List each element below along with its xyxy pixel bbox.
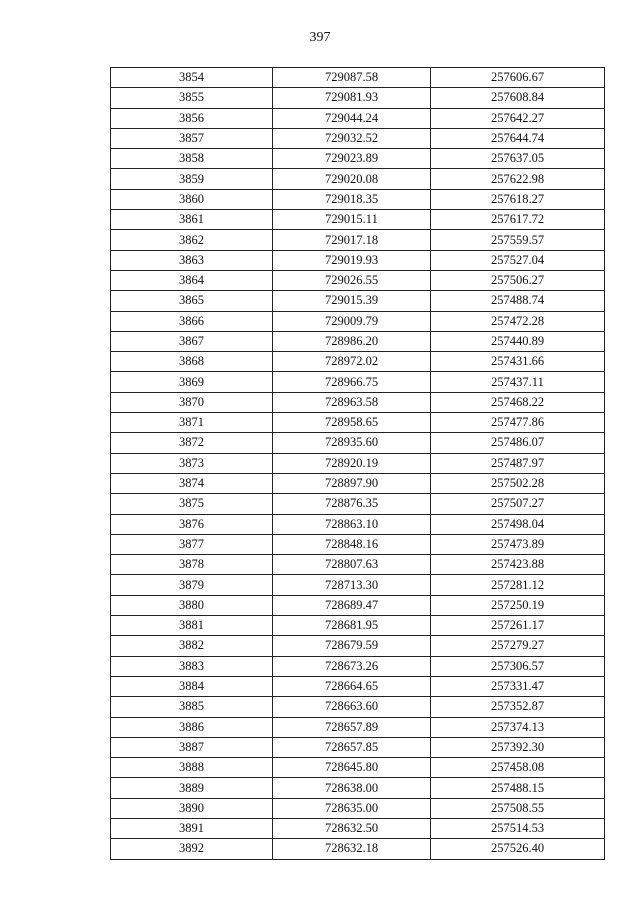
table-row	[111, 392, 605, 412]
x-coordinate-cell: 729081.93	[273, 88, 431, 108]
y-coordinate-cell: 257281.12	[431, 575, 605, 595]
table-row	[111, 270, 605, 290]
point-number-cell: 3866	[111, 311, 273, 331]
x-coordinate-cell: 728935.60	[273, 433, 431, 453]
y-coordinate-cell: 257637.05	[431, 149, 605, 169]
table-row	[111, 494, 605, 514]
table-row	[111, 210, 605, 230]
table-row	[111, 453, 605, 473]
point-number-cell: 3865	[111, 291, 273, 311]
table-row	[111, 473, 605, 493]
x-coordinate-cell: 728632.50	[273, 818, 431, 838]
table-row	[111, 555, 605, 575]
point-number-cell: 3873	[111, 453, 273, 473]
table-row	[111, 128, 605, 148]
x-coordinate-cell: 728807.63	[273, 555, 431, 575]
table-row	[111, 839, 605, 859]
x-coordinate-cell: 728876.35	[273, 494, 431, 514]
point-number-cell: 3854	[111, 68, 273, 88]
x-coordinate-cell: 728635.00	[273, 798, 431, 818]
point-number-cell: 3877	[111, 534, 273, 554]
point-number-cell: 3880	[111, 595, 273, 615]
x-coordinate-cell: 728863.10	[273, 514, 431, 534]
x-coordinate-cell: 728897.90	[273, 473, 431, 493]
point-number-cell: 3891	[111, 818, 273, 838]
table-row	[111, 514, 605, 534]
x-coordinate-cell: 729026.55	[273, 270, 431, 290]
page-number: 397	[309, 30, 331, 45]
x-coordinate-cell: 728958.65	[273, 413, 431, 433]
x-coordinate-cell: 729009.79	[273, 311, 431, 331]
x-coordinate-cell: 728848.16	[273, 534, 431, 554]
y-coordinate-cell: 257644.74	[431, 128, 605, 148]
table-row	[111, 250, 605, 270]
y-coordinate-cell: 257374.13	[431, 717, 605, 737]
table-row	[111, 413, 605, 433]
table-row	[111, 575, 605, 595]
point-number-cell: 3888	[111, 758, 273, 778]
table-row	[111, 534, 605, 554]
table-row	[111, 697, 605, 717]
y-coordinate-cell: 257617.72	[431, 210, 605, 230]
y-coordinate-cell: 257392.30	[431, 737, 605, 757]
x-coordinate-cell: 728663.60	[273, 697, 431, 717]
x-coordinate-cell: 729032.52	[273, 128, 431, 148]
x-coordinate-cell: 729017.18	[273, 230, 431, 250]
y-coordinate-cell: 257526.40	[431, 839, 605, 859]
table-row	[111, 108, 605, 128]
y-coordinate-cell: 257306.57	[431, 656, 605, 676]
table-row	[111, 149, 605, 169]
point-number-cell: 3871	[111, 413, 273, 433]
x-coordinate-cell: 729087.58	[273, 68, 431, 88]
x-coordinate-cell: 728679.59	[273, 636, 431, 656]
point-number-cell: 3878	[111, 555, 273, 575]
y-coordinate-cell: 257507.27	[431, 494, 605, 514]
point-number-cell: 3887	[111, 737, 273, 757]
point-number-cell: 3861	[111, 210, 273, 230]
table-row	[111, 595, 605, 615]
point-number-cell: 3860	[111, 189, 273, 209]
table-row	[111, 798, 605, 818]
table-row	[111, 656, 605, 676]
x-coordinate-cell: 729019.93	[273, 250, 431, 270]
x-coordinate-cell: 728681.95	[273, 616, 431, 636]
x-coordinate-cell: 728689.47	[273, 595, 431, 615]
point-number-cell: 3876	[111, 514, 273, 534]
y-coordinate-cell: 257331.47	[431, 676, 605, 696]
point-number-cell: 3886	[111, 717, 273, 737]
x-coordinate-cell: 728632.18	[273, 839, 431, 859]
point-number-cell: 3864	[111, 270, 273, 290]
y-coordinate-cell: 257458.08	[431, 758, 605, 778]
point-number-cell: 3862	[111, 230, 273, 250]
x-coordinate-cell: 728673.26	[273, 656, 431, 676]
y-coordinate-cell: 257488.15	[431, 778, 605, 798]
table-row	[111, 230, 605, 250]
y-coordinate-cell: 257261.17	[431, 616, 605, 636]
point-number-cell: 3885	[111, 697, 273, 717]
point-number-cell: 3882	[111, 636, 273, 656]
point-number-cell: 3856	[111, 108, 273, 128]
x-coordinate-cell: 728920.19	[273, 453, 431, 473]
y-coordinate-cell: 257642.27	[431, 108, 605, 128]
table-row	[111, 616, 605, 636]
y-coordinate-cell: 257468.22	[431, 392, 605, 412]
point-number-cell: 3881	[111, 616, 273, 636]
y-coordinate-cell: 257527.04	[431, 250, 605, 270]
y-coordinate-cell: 257508.55	[431, 798, 605, 818]
table-row	[111, 818, 605, 838]
x-coordinate-cell: 729044.24	[273, 108, 431, 128]
x-coordinate-cell: 728645.80	[273, 758, 431, 778]
y-coordinate-cell: 257514.53	[431, 818, 605, 838]
table-row	[111, 717, 605, 737]
y-coordinate-cell: 257618.27	[431, 189, 605, 209]
y-coordinate-cell: 257622.98	[431, 169, 605, 189]
table-row	[111, 352, 605, 372]
y-coordinate-cell: 257250.19	[431, 595, 605, 615]
y-coordinate-cell: 257477.86	[431, 413, 605, 433]
table-row	[111, 68, 605, 88]
y-coordinate-cell: 257488.74	[431, 291, 605, 311]
y-coordinate-cell: 257423.88	[431, 555, 605, 575]
coordinates-table-body	[111, 68, 605, 860]
y-coordinate-cell: 257472.28	[431, 311, 605, 331]
x-coordinate-cell: 728966.75	[273, 372, 431, 392]
x-coordinate-cell: 728657.89	[273, 717, 431, 737]
point-number-cell: 3875	[111, 494, 273, 514]
x-coordinate-cell: 729015.11	[273, 210, 431, 230]
y-coordinate-cell: 257279.27	[431, 636, 605, 656]
y-coordinate-cell: 257473.89	[431, 534, 605, 554]
x-coordinate-cell: 729018.35	[273, 189, 431, 209]
y-coordinate-cell: 257352.87	[431, 697, 605, 717]
x-coordinate-cell: 728657.85	[273, 737, 431, 757]
y-coordinate-cell: 257608.84	[431, 88, 605, 108]
x-coordinate-cell: 728963.58	[273, 392, 431, 412]
table-row	[111, 189, 605, 209]
x-coordinate-cell: 728664.65	[273, 676, 431, 696]
x-coordinate-cell: 728972.02	[273, 352, 431, 372]
point-number-cell: 3879	[111, 575, 273, 595]
point-number-cell: 3889	[111, 778, 273, 798]
y-coordinate-cell: 257440.89	[431, 331, 605, 351]
table-row	[111, 331, 605, 351]
y-coordinate-cell: 257606.67	[431, 68, 605, 88]
y-coordinate-cell: 257506.27	[431, 270, 605, 290]
x-coordinate-cell: 729020.08	[273, 169, 431, 189]
point-number-cell: 3859	[111, 169, 273, 189]
point-number-cell: 3863	[111, 250, 273, 270]
point-number-cell: 3855	[111, 88, 273, 108]
y-coordinate-cell: 257559.57	[431, 230, 605, 250]
x-coordinate-cell: 728713.30	[273, 575, 431, 595]
table-row	[111, 372, 605, 392]
point-number-cell: 3874	[111, 473, 273, 493]
x-coordinate-cell: 729015.39	[273, 291, 431, 311]
point-number-cell: 3857	[111, 128, 273, 148]
y-coordinate-cell: 257498.04	[431, 514, 605, 534]
point-number-cell: 3870	[111, 392, 273, 412]
y-coordinate-cell: 257431.66	[431, 352, 605, 372]
table-row	[111, 676, 605, 696]
point-number-cell: 3858	[111, 149, 273, 169]
y-coordinate-cell: 257487.97	[431, 453, 605, 473]
point-number-cell: 3883	[111, 656, 273, 676]
table-row	[111, 758, 605, 778]
y-coordinate-cell: 257486.07	[431, 433, 605, 453]
x-coordinate-cell: 728638.00	[273, 778, 431, 798]
table-row	[111, 778, 605, 798]
point-number-cell: 3884	[111, 676, 273, 696]
table-row	[111, 311, 605, 331]
y-coordinate-cell: 257502.28	[431, 473, 605, 493]
point-number-cell: 3892	[111, 839, 273, 859]
x-coordinate-cell: 728986.20	[273, 331, 431, 351]
point-number-cell: 3869	[111, 372, 273, 392]
coordinates-table	[110, 67, 605, 860]
point-number-cell: 3867	[111, 331, 273, 351]
point-number-cell: 3890	[111, 798, 273, 818]
table-row	[111, 636, 605, 656]
point-number-cell: 3868	[111, 352, 273, 372]
y-coordinate-cell: 257437.11	[431, 372, 605, 392]
table-row	[111, 433, 605, 453]
table-row	[111, 169, 605, 189]
table-row	[111, 291, 605, 311]
point-number-cell: 3872	[111, 433, 273, 453]
table-row	[111, 737, 605, 757]
table-row	[111, 88, 605, 108]
x-coordinate-cell: 729023.89	[273, 149, 431, 169]
